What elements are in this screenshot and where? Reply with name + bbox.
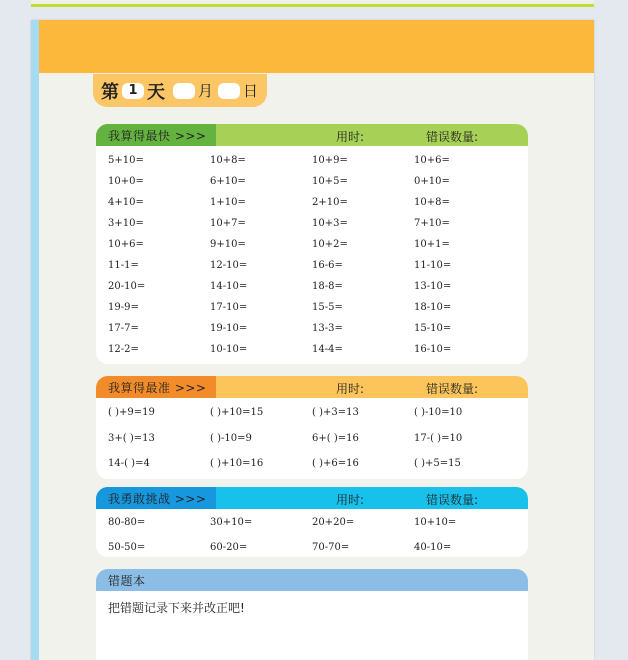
- month-label: 月: [198, 82, 214, 100]
- section-most-accurate: [96, 376, 528, 479]
- section-header: [96, 376, 528, 398]
- problem-cell: 10+8=: [414, 197, 450, 208]
- date-header: [93, 74, 267, 107]
- problem-cell: 80-80=: [108, 517, 146, 528]
- section-title: 错题本: [108, 573, 146, 588]
- section-header: [96, 124, 528, 146]
- problem-cell: 3+( )=13: [108, 432, 155, 444]
- section-title: 我算得最快 >>>: [96, 124, 216, 146]
- problem-cell: 20+20=: [312, 517, 355, 528]
- problem-cell: 15-10=: [414, 323, 452, 334]
- problem-cell: 19-9=: [108, 302, 139, 313]
- problem-cell: 10+10=: [414, 517, 457, 528]
- problem-cell: 13-10=: [414, 281, 452, 292]
- problem-cell: 10+1=: [414, 239, 450, 250]
- problem-cell: ( )+10=16: [210, 458, 264, 470]
- problem-cell: 11-10=: [414, 260, 452, 271]
- section-mistake-book: [96, 569, 528, 660]
- problem-cell: ( )-10=9: [210, 432, 252, 444]
- problem-cell: 13-3=: [312, 323, 343, 334]
- errors-label: 错误数量:: [426, 382, 479, 396]
- problem-cell: 40-10=: [414, 542, 452, 553]
- problem-grid: [96, 509, 528, 557]
- problem-cell: 20-10=: [108, 281, 146, 292]
- problem-cell: 10+6=: [414, 155, 450, 166]
- problem-cell: 7+10=: [414, 218, 450, 229]
- month-field[interactable]: [173, 83, 195, 99]
- section-header: [96, 487, 528, 509]
- problem-grid: [96, 398, 528, 477]
- problem-cell: 16-10=: [414, 344, 452, 355]
- problem-cell: 10+2=: [312, 239, 348, 250]
- problem-cell: 19-10=: [210, 323, 248, 334]
- problem-cell: 11-1=: [108, 260, 139, 271]
- problem-cell: ( )-10=10: [414, 407, 463, 419]
- problem-cell: 1+10=: [210, 197, 246, 208]
- problem-cell: 5+10=: [108, 155, 144, 166]
- problem-cell: 3+10=: [108, 218, 144, 229]
- day-suffix: 天: [147, 81, 165, 103]
- day-label: 日: [243, 82, 259, 100]
- errors-label: 错误数量:: [426, 130, 479, 144]
- mistake-instruction: 把错题记录下来并改正吧!: [108, 601, 245, 615]
- errors-label: 错误数量:: [426, 493, 479, 507]
- problem-cell: 10+5=: [312, 176, 348, 187]
- problem-cell: 14-10=: [210, 281, 248, 292]
- problem-cell: 10+3=: [312, 218, 348, 229]
- problem-cell: ( )+10=15: [210, 407, 264, 419]
- section-fastest: [96, 124, 528, 364]
- section-title: 我算得最准 >>>: [96, 376, 216, 398]
- section-header: [96, 569, 528, 591]
- worksheet-page: [31, 20, 594, 660]
- problem-cell: 6+10=: [210, 176, 246, 187]
- problem-cell: 17-( )=10: [414, 432, 463, 444]
- problem-cell: 12-10=: [210, 260, 248, 271]
- problem-cell: ( )+3=13: [312, 407, 359, 419]
- problem-cell: 30+10=: [210, 517, 253, 528]
- day-prefix: 第: [101, 81, 119, 103]
- top-banner: [39, 20, 594, 73]
- problem-cell: 10+6=: [108, 239, 144, 250]
- problem-grid: [96, 146, 528, 360]
- problem-cell: 10+9=: [312, 155, 348, 166]
- time-label: 用时:: [336, 130, 365, 144]
- problem-cell: 6+( )=16: [312, 432, 359, 444]
- problem-cell: 2+10=: [312, 197, 348, 208]
- section-title: 我勇敢挑战 >>>: [96, 487, 216, 509]
- problem-cell: 18-8=: [312, 281, 343, 292]
- problem-cell: 10+8=: [210, 155, 246, 166]
- problem-cell: 10+7=: [210, 218, 246, 229]
- problem-cell: 70-70=: [312, 542, 350, 553]
- problem-cell: 14-( )=4: [108, 458, 150, 470]
- problem-cell: 18-10=: [414, 302, 452, 313]
- time-label: 用时:: [336, 493, 365, 507]
- day-number: 1: [122, 83, 144, 99]
- problem-cell: 60-20=: [210, 542, 248, 553]
- problem-cell: 10+0=: [108, 176, 144, 187]
- problem-cell: 9+10=: [210, 239, 246, 250]
- problem-cell: ( )+6=16: [312, 458, 359, 470]
- day-field[interactable]: [218, 83, 240, 99]
- problem-cell: 10-10=: [210, 344, 248, 355]
- problem-cell: 14-4=: [312, 344, 343, 355]
- problem-cell: 4+10=: [108, 197, 144, 208]
- problem-cell: 0+10=: [414, 176, 450, 187]
- problem-cell: ( )+5=15: [414, 458, 461, 470]
- previous-page-edge: [31, 0, 594, 7]
- problem-cell: 17-7=: [108, 323, 139, 334]
- time-label: 用时:: [336, 382, 365, 396]
- side-strip: [31, 20, 39, 660]
- section-challenge: [96, 487, 528, 557]
- problem-cell: 50-50=: [108, 542, 146, 553]
- problem-cell: 15-5=: [312, 302, 343, 313]
- problem-cell: 17-10=: [210, 302, 248, 313]
- problem-cell: ( )+9=19: [108, 407, 155, 419]
- problem-cell: 16-6=: [312, 260, 343, 271]
- problem-cell: 12-2=: [108, 344, 139, 355]
